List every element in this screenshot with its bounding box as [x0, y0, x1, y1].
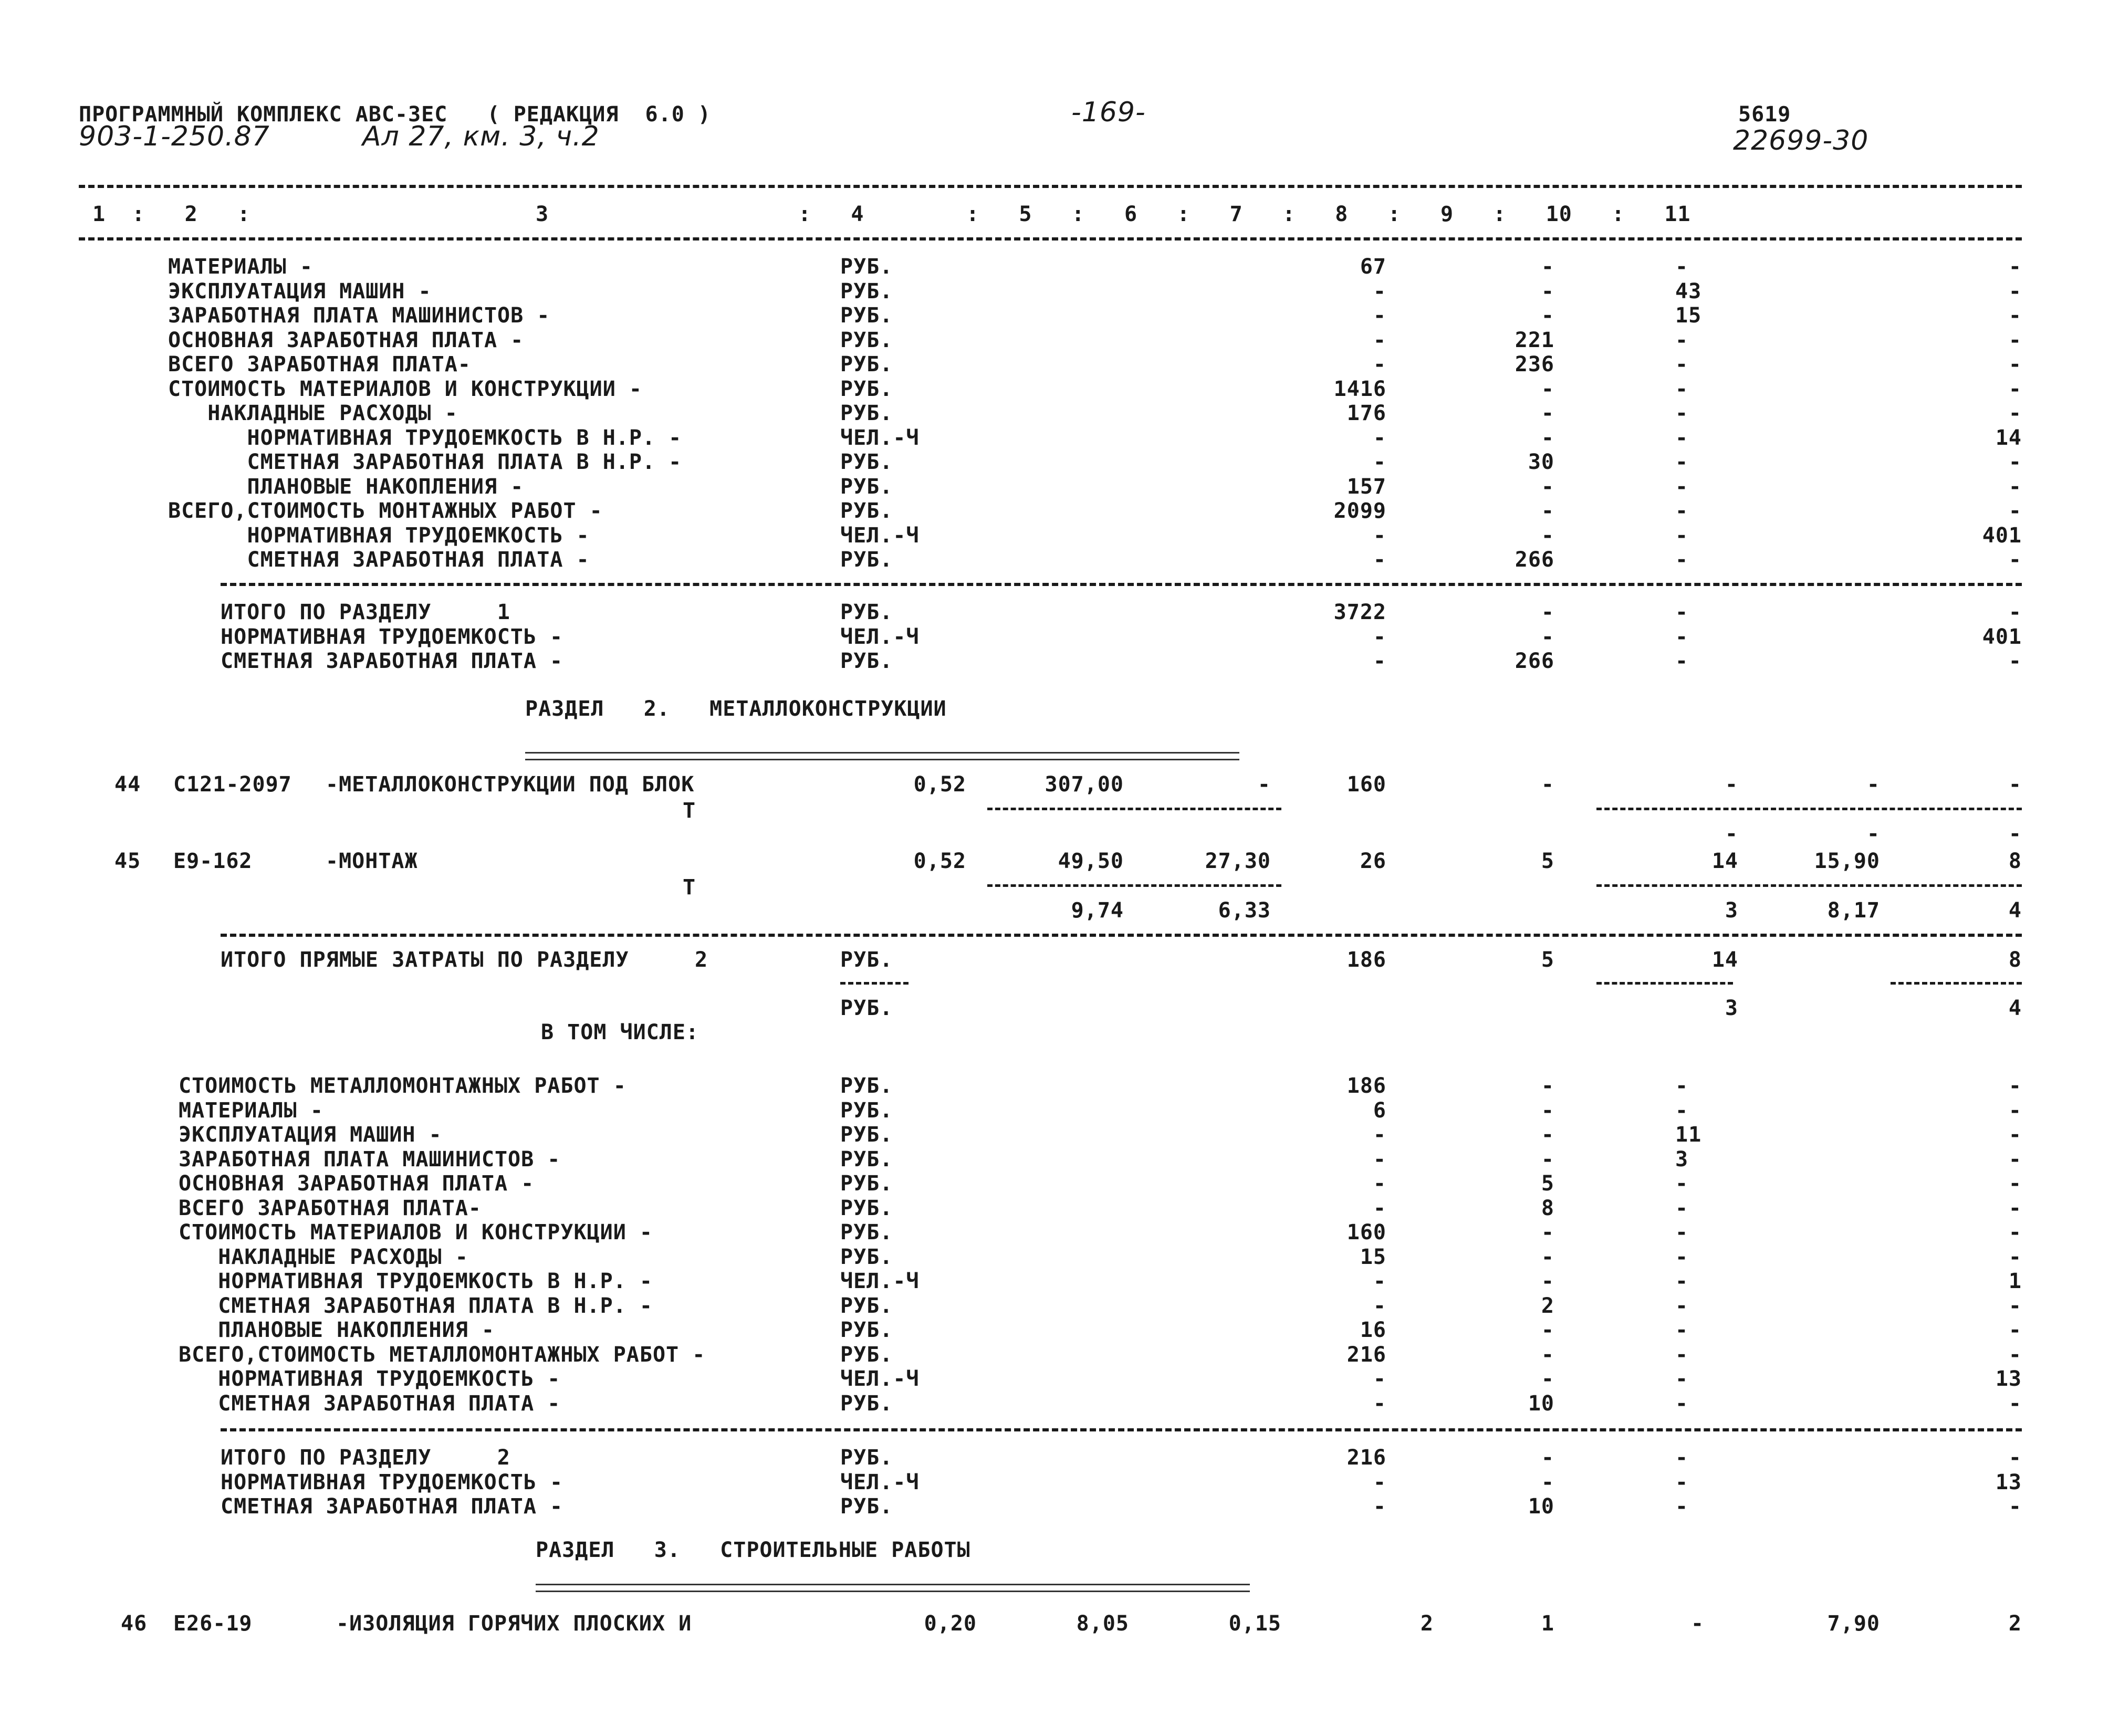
row-col7: - [1373, 352, 1386, 377]
row-unit: РУБ. [840, 600, 893, 624]
item-col11: 8 [2008, 849, 2022, 873]
row-label: НОРМАТИВНАЯ ТРУДОЕМКОСТЬ - [179, 1367, 561, 1391]
row-col8: - [1541, 1269, 1554, 1293]
direct-costs-col11: 8 [2008, 948, 2022, 972]
row-col9: - [1675, 1245, 1689, 1269]
item-position: 45 [114, 849, 141, 873]
row-col8: - [1541, 1245, 1554, 1269]
row-col7: - [1373, 1172, 1386, 1196]
item-col8: 5 [1541, 849, 1554, 873]
section2-title: РАЗДЕЛ 2. МЕТАЛЛОКОНСТРУКЦИИ [525, 697, 947, 721]
item-col6: 0,15 [1228, 1612, 1281, 1636]
row-col8: - [1541, 401, 1554, 425]
row-col7: - [1373, 1269, 1386, 1293]
row-col7: - [1373, 1494, 1386, 1519]
row-unit: ЧЕЛ.-Ч [840, 425, 920, 450]
row-col9: - [1675, 1293, 1689, 1318]
row-col9: - [1675, 624, 1689, 649]
item-col11: 2 [2008, 1612, 2022, 1636]
row-unit: РУБ. [840, 401, 893, 425]
row-col7: 160 [1346, 1220, 1386, 1245]
row-col11: - [2008, 1196, 2022, 1220]
row-unit: РУБ. [840, 255, 893, 279]
row-col8: 266 [1515, 649, 1554, 673]
row-col7: 216 [1346, 1446, 1386, 1470]
item-col10: 7,90 [1827, 1612, 1880, 1636]
row-unit: РУБ. [840, 1098, 893, 1123]
row-col8: 221 [1515, 328, 1554, 352]
row-col9: - [1675, 450, 1689, 474]
direct-costs-col8: 5 [1541, 948, 1554, 972]
row-label: НОРМАТИВНАЯ ТРУДОЕМКОСТЬ В Н.Р. - [168, 425, 682, 450]
section1-total-rule [221, 583, 2022, 586]
row-col7: - [1373, 425, 1386, 450]
row-col8: 10 [1528, 1391, 1554, 1416]
row-label: ВСЕГО,СТОИМОСТЬ МЕТАЛЛОМОНТАЖНЫХ РАБОТ - [179, 1342, 706, 1367]
row-unit: ЧЕЛ.-Ч [840, 1269, 920, 1293]
direct-unit-rule [840, 982, 909, 985]
row-unit: РУБ. [840, 279, 893, 304]
row-col7: 186 [1346, 1074, 1386, 1098]
row-col9: - [1675, 649, 1689, 673]
row-col8: - [1541, 499, 1554, 523]
column-numbers-5-11: : 5 : 6 : 7 : 8 : 9 : 10 : 11 [966, 202, 1691, 226]
document-reference: 903-1-250.87 [79, 121, 270, 152]
row-col11: - [2008, 474, 2022, 499]
row-col7: - [1373, 548, 1386, 572]
row-col9: - [1675, 255, 1689, 279]
column-numbers-1-2: 1 : 2 : [92, 202, 250, 226]
row-unit: РУБ. [840, 499, 893, 523]
row-label: ЗАРАБОТНАЯ ПЛАТА МАШИНИСТОВ - [179, 1147, 561, 1172]
row-col9: - [1675, 1391, 1689, 1416]
row-col9: - [1675, 1494, 1689, 1519]
row-col7: 1416 [1333, 377, 1386, 401]
row-col8: - [1541, 1098, 1554, 1123]
row-unit: РУБ. [840, 328, 893, 352]
row-col11: - [2008, 1293, 2022, 1318]
row-col7: 216 [1346, 1342, 1386, 1367]
item-sub-col10: 8,17 [1827, 898, 1880, 923]
row-col9: - [1675, 499, 1689, 523]
row-col8: - [1541, 1446, 1554, 1470]
row-label: ОСНОВНАЯ ЗАРАБОТНАЯ ПЛАТА - [168, 328, 524, 352]
row-col7: - [1373, 624, 1386, 649]
row-col9: 43 [1675, 279, 1702, 304]
row-unit: РУБ. [840, 352, 893, 377]
row-col9: 11 [1675, 1123, 1702, 1147]
row-unit: РУБ. [840, 649, 893, 673]
row-col8: - [1541, 1342, 1554, 1367]
row-col9: - [1675, 1220, 1689, 1245]
row-col7: 3722 [1333, 600, 1386, 624]
row-unit: РУБ. [840, 304, 893, 328]
row-col9: - [1675, 352, 1689, 377]
row-unit: РУБ. [840, 377, 893, 401]
item-code: Е26-19 [173, 1612, 253, 1636]
row-unit: РУБ. [840, 1342, 893, 1367]
direct-costs-unit: РУБ. [840, 948, 893, 972]
row-col7: 67 [1360, 255, 1386, 279]
item-code: Е9-162 [173, 849, 253, 873]
row-label: НАКЛАДНЫЕ РАСХОДЫ - [168, 401, 458, 425]
row-col8: 10 [1528, 1494, 1554, 1519]
row-label: СМЕТНАЯ ЗАРАБОТНАЯ ПЛАТА В Н.Р. - [179, 1293, 653, 1318]
row-col8: - [1541, 523, 1554, 548]
row-col7: - [1373, 328, 1386, 352]
row-col8: - [1541, 425, 1554, 450]
item-sub-col10: - [1866, 822, 1880, 846]
direct-col11-rule [1891, 982, 2022, 985]
row-col7: - [1373, 450, 1386, 474]
row-unit: РУБ. [840, 1147, 893, 1172]
row-col9: 15 [1675, 304, 1702, 328]
row-col11: - [2008, 1318, 2022, 1342]
row-col7: 176 [1346, 401, 1386, 425]
row-label: НОРМАТИВНАЯ ТРУДОЕМКОСТЬ - [221, 1470, 563, 1494]
item-col5: 8,05 [1076, 1612, 1129, 1636]
row-unit: РУБ. [840, 1494, 893, 1519]
item-col11: - [2008, 772, 2022, 797]
row-col7: - [1373, 1367, 1386, 1391]
row-col7: 15 [1360, 1245, 1386, 1269]
inventory-number: 5619 [1738, 102, 1791, 127]
row-label: СТОИМОСТЬ МЕТАЛЛОМОНТАЖНЫХ РАБОТ - [179, 1074, 627, 1098]
row-unit: ЧЕЛ.-Ч [840, 1367, 920, 1391]
row-col11: - [2008, 279, 2022, 304]
row-col8: 30 [1528, 450, 1554, 474]
item-col9: 14 [1711, 849, 1738, 873]
section2-total-rule [221, 1428, 2022, 1431]
row-col9: - [1675, 1196, 1689, 1220]
row-col11: - [2008, 1123, 2022, 1147]
row-unit: РУБ. [840, 1391, 893, 1416]
item-sub-col6: 6,33 [1218, 898, 1271, 923]
row-col8: 8 [1541, 1196, 1554, 1220]
row-col8: - [1541, 1074, 1554, 1098]
row-col7: 6 [1373, 1098, 1386, 1123]
row-col7: - [1373, 523, 1386, 548]
row-col8: - [1541, 1123, 1554, 1147]
row-col8: - [1541, 255, 1554, 279]
header-top-rule [79, 185, 2022, 188]
row-col8: - [1541, 1470, 1554, 1494]
row-col8: - [1541, 624, 1554, 649]
row-col11: - [2008, 1074, 2022, 1098]
item-quantity: 0,20 [924, 1612, 977, 1636]
row-col9: - [1675, 600, 1689, 624]
row-unit: РУБ. [840, 1074, 893, 1098]
row-unit: ЧЕЛ.-Ч [840, 1470, 920, 1494]
row-label: ЗАРАБОТНАЯ ПЛАТА МАШИНИСТОВ - [168, 304, 550, 328]
item-sub-rule-9-11 [1596, 884, 2022, 887]
direct-costs-sub-col11: 4 [2008, 996, 2022, 1020]
row-label: ВСЕГО ЗАРАБОТНАЯ ПЛАТА- [179, 1196, 482, 1220]
row-col11: 14 [1995, 425, 2022, 450]
row-col11: - [2008, 450, 2022, 474]
row-col7: 2099 [1333, 499, 1386, 523]
row-label: ВСЕГО,СТОИМОСТЬ МОНТАЖНЫХ РАБОТ - [168, 499, 603, 523]
section3-double-rule [536, 1584, 1250, 1592]
row-col8: - [1541, 1318, 1554, 1342]
row-label: ПЛАНОВЫЕ НАКОПЛЕНИЯ - [168, 474, 524, 499]
row-col8: 5 [1541, 1172, 1554, 1196]
row-col9: - [1675, 1367, 1689, 1391]
row-col7: - [1373, 1147, 1386, 1172]
row-col9: - [1675, 1318, 1689, 1342]
row-col11: - [2008, 1172, 2022, 1196]
item-col8: 1 [1541, 1612, 1554, 1636]
row-col11: - [2008, 401, 2022, 425]
row-col7: - [1373, 649, 1386, 673]
row-col7: - [1373, 1293, 1386, 1318]
row-label: НОРМАТИВНАЯ ТРУДОЕМКОСТЬ В Н.Р. - [179, 1269, 653, 1293]
row-label: СТОИМОСТЬ МАТЕРИАЛОВ И КОНСТРУКЦИИ - [168, 377, 642, 401]
row-col8: 2 [1541, 1293, 1554, 1318]
row-col11: - [2008, 649, 2022, 673]
direct-col9-rule [1596, 982, 1733, 985]
item-sub-col11: - [2008, 822, 2022, 846]
row-col8: - [1541, 304, 1554, 328]
direct-costs-sub-col9: 3 [1725, 996, 1738, 1020]
row-label: ПЛАНОВЫЕ НАКОПЛЕНИЯ - [179, 1318, 495, 1342]
item-sub-rule-9-11 [1596, 808, 2022, 810]
item-col10: - [1866, 772, 1880, 797]
row-label: СМЕТНАЯ ЗАРАБОТНАЯ ПЛАТА В Н.Р. - [168, 450, 682, 474]
row-unit: ЧЕЛ.-Ч [840, 624, 920, 649]
row-col8: - [1541, 600, 1554, 624]
row-unit: РУБ. [840, 474, 893, 499]
row-label: ЭКСПЛУАТАЦИЯ МАШИН - [179, 1123, 442, 1147]
row-unit: РУБ. [840, 1245, 893, 1269]
row-col11: - [2008, 377, 2022, 401]
header-bottom-rule [79, 237, 2022, 240]
row-col9: - [1675, 523, 1689, 548]
row-col11: 13 [1995, 1470, 2022, 1494]
item-col10: 15,90 [1814, 849, 1880, 873]
item-quantity: 0,52 [913, 772, 966, 797]
row-col7: 16 [1360, 1318, 1386, 1342]
row-col9: - [1675, 474, 1689, 499]
section3-title: РАЗДЕЛ 3. СТРОИТЕЛЬНЫЕ РАБОТЫ [536, 1538, 970, 1562]
row-col7: - [1373, 1196, 1386, 1220]
column-number-4: : 4 [798, 202, 864, 226]
album-reference: Ал 27, км. 3, ч.2 [362, 121, 600, 152]
row-label: МАТЕРИАЛЫ - [168, 255, 313, 279]
direct-costs-col7: 186 [1346, 948, 1386, 972]
row-col9: 3 [1675, 1147, 1689, 1172]
item-unit: Т [683, 875, 696, 900]
row-col9: - [1675, 1446, 1689, 1470]
row-label: ИТОГО ПО РАЗДЕЛУ 2 [221, 1446, 510, 1470]
item-position: 46 [121, 1612, 148, 1636]
row-col11: - [2008, 1494, 2022, 1519]
row-col11: - [2008, 1446, 2022, 1470]
row-unit: РУБ. [840, 1293, 893, 1318]
item-col5: 49,50 [1058, 849, 1124, 873]
row-col11: - [2008, 548, 2022, 572]
row-col7: - [1373, 1123, 1386, 1147]
item-col7: 160 [1346, 772, 1386, 797]
row-unit: РУБ. [840, 1220, 893, 1245]
item-position: 44 [114, 772, 141, 797]
row-col9: - [1675, 1172, 1689, 1196]
item-name: -МЕТАЛЛОКОНСТРУКЦИИ ПОД БЛОК [326, 772, 695, 797]
row-unit: ЧЕЛ.-Ч [840, 523, 920, 548]
program-title: ПРОГРАММНЫЙ КОМПЛЕКС АВС-ЗЕС ( РЕДАКЦИЯ 6.0 ) [79, 102, 711, 127]
row-unit: РУБ. [840, 450, 893, 474]
page-number: -169- [1071, 97, 1146, 128]
row-col9: - [1675, 1269, 1689, 1293]
row-col7: 157 [1346, 474, 1386, 499]
row-col11: - [2008, 304, 2022, 328]
item-sub-rule-5-6 [987, 884, 1281, 887]
row-label: СМЕТНАЯ ЗАРАБОТНАЯ ПЛАТА - [168, 548, 590, 572]
row-col8: - [1541, 279, 1554, 304]
row-unit: РУБ. [840, 548, 893, 572]
item-unit: Т [683, 799, 696, 823]
row-col7: - [1373, 1391, 1386, 1416]
row-col11: 13 [1995, 1367, 2022, 1391]
row-col11: - [2008, 352, 2022, 377]
row-label: СТОИМОСТЬ МАТЕРИАЛОВ И КОНСТРУКЦИИ - [179, 1220, 653, 1245]
item-col6: 27,30 [1205, 849, 1271, 873]
row-label: СМЕТНАЯ ЗАРАБОТНАЯ ПЛАТА - [179, 1391, 561, 1416]
row-label: СМЕТНАЯ ЗАРАБОТНАЯ ПЛАТА - [221, 649, 563, 673]
row-unit: РУБ. [840, 1123, 893, 1147]
row-col9: - [1675, 548, 1689, 572]
item-col9: - [1725, 772, 1738, 797]
row-col9: - [1675, 328, 1689, 352]
row-unit: РУБ. [840, 1318, 893, 1342]
row-col7: - [1373, 279, 1386, 304]
row-col9: - [1675, 1074, 1689, 1098]
column-number-3: 3 [536, 202, 549, 226]
section2-direct-rule [221, 934, 2022, 937]
row-col7: - [1373, 1470, 1386, 1494]
row-col11: - [2008, 328, 2022, 352]
row-col9: - [1675, 401, 1689, 425]
item-col7: 26 [1360, 849, 1386, 873]
row-col9: - [1675, 1098, 1689, 1123]
row-col8: 236 [1515, 352, 1554, 377]
item-sub-col9: 3 [1725, 898, 1738, 923]
row-col11: 401 [1982, 523, 2022, 548]
row-col11: - [2008, 499, 2022, 523]
item-col9: - [1691, 1612, 1705, 1636]
row-col8: - [1541, 1147, 1554, 1172]
item-col8: - [1541, 772, 1554, 797]
document-number: 22699-30 [1733, 125, 1869, 156]
row-col8: 266 [1515, 548, 1554, 572]
item-name: -МОНТАЖ [326, 849, 418, 873]
row-col11: - [2008, 255, 2022, 279]
row-col9: - [1675, 425, 1689, 450]
row-col8: - [1541, 377, 1554, 401]
row-col11: 401 [1982, 624, 2022, 649]
item-col5: 307,00 [1045, 772, 1124, 797]
row-col11: - [2008, 1147, 2022, 1172]
item-sub-rule-5-6 [987, 808, 1281, 810]
row-col11: - [2008, 1342, 2022, 1367]
including-label: В ТОМ ЧИСЛЕ: [541, 1020, 699, 1044]
row-col9: - [1675, 377, 1689, 401]
row-label: ИТОГО ПО РАЗДЕЛУ 1 [221, 600, 510, 624]
row-label: НАКЛАДНЫЕ РАСХОДЫ - [179, 1245, 468, 1269]
row-col11: - [2008, 1245, 2022, 1269]
item-sub-col5: 9,74 [1071, 898, 1124, 923]
row-col9: - [1675, 1342, 1689, 1367]
row-label: ЭКСПЛУАТАЦИЯ МАШИН - [168, 279, 432, 304]
row-col11: - [2008, 1391, 2022, 1416]
row-label: СМЕТНАЯ ЗАРАБОТНАЯ ПЛАТА - [221, 1494, 563, 1519]
row-col9: - [1675, 1470, 1689, 1494]
row-label: ОСНОВНАЯ ЗАРАБОТНАЯ ПЛАТА - [179, 1172, 535, 1196]
item-code: С121-2097 [173, 772, 292, 797]
item-sub-col11: 4 [2008, 898, 2022, 923]
item-col6: - [1257, 772, 1271, 797]
row-col8: - [1541, 474, 1554, 499]
row-label: НОРМАТИВНАЯ ТРУДОЕМКОСТЬ - [221, 624, 563, 649]
row-label: ВСЕГО ЗАРАБОТНАЯ ПЛАТА- [168, 352, 471, 377]
row-unit: РУБ. [840, 1172, 893, 1196]
row-label: МАТЕРИАЛЫ - [179, 1098, 323, 1123]
row-col11: - [2008, 1098, 2022, 1123]
row-col8: - [1541, 1220, 1554, 1245]
direct-costs-col9: 14 [1711, 948, 1738, 972]
item-col7: 2 [1420, 1612, 1434, 1636]
row-col11: - [2008, 600, 2022, 624]
row-col7: - [1373, 304, 1386, 328]
direct-costs-label: ИТОГО ПРЯМЫЕ ЗАТРАТЫ ПО РАЗДЕЛУ 2 [221, 948, 708, 972]
row-col11: - [2008, 1220, 2022, 1245]
row-label: НОРМАТИВНАЯ ТРУДОЕМКОСТЬ - [168, 523, 590, 548]
item-quantity: 0,52 [913, 849, 966, 873]
direct-costs-unit2: РУБ. [840, 996, 893, 1020]
row-unit: РУБ. [840, 1446, 893, 1470]
section2-double-rule [525, 752, 1239, 760]
row-col11: 1 [2008, 1269, 2022, 1293]
item-sub-col9: - [1725, 822, 1738, 846]
row-unit: РУБ. [840, 1196, 893, 1220]
item-name: -ИЗОЛЯЦИЯ ГОРЯЧИХ ПЛОСКИХ И [336, 1612, 692, 1636]
row-col8: - [1541, 1367, 1554, 1391]
